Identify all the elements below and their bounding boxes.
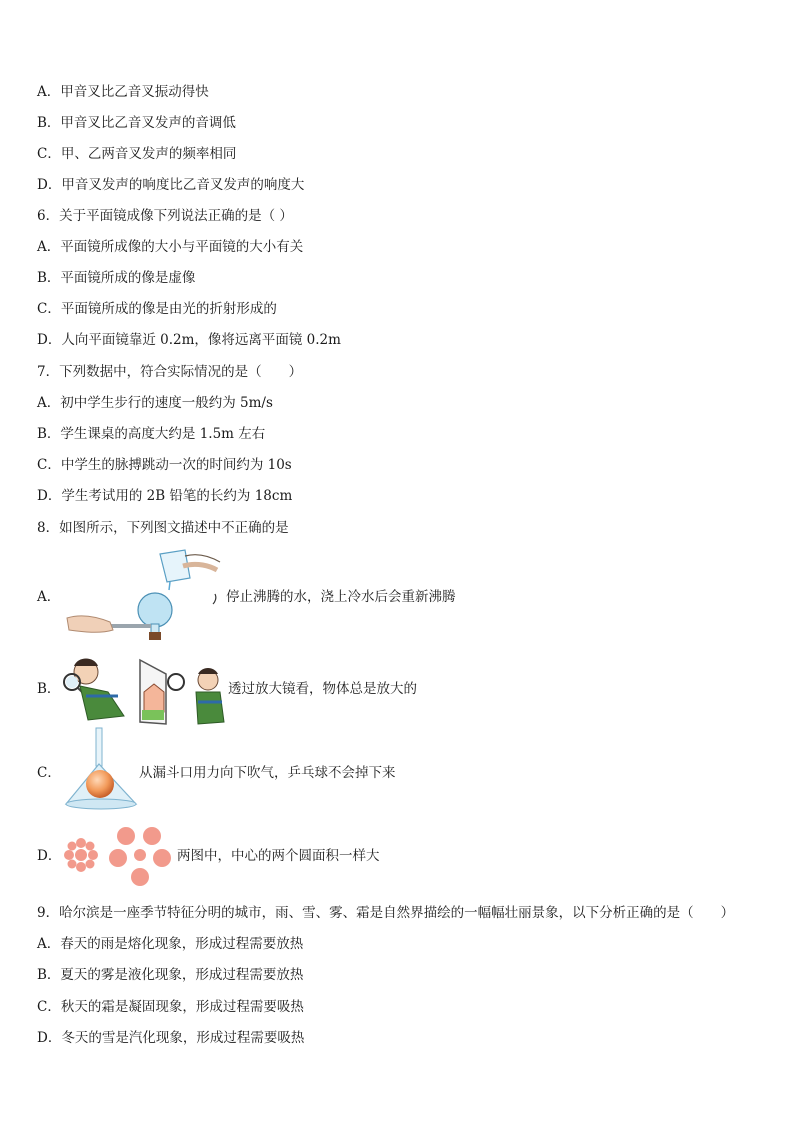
q7-option-d: D．学生考试用的 2B 铅笔的长约为 18cm (37, 488, 293, 504)
q8-option-c-caption: 从漏斗口用力向下吹气，乒乓球不会掉下来 (139, 765, 396, 781)
circles-illusion (60, 822, 176, 888)
q8-option-d-letter: D． (37, 848, 62, 864)
q5-option-c: C．甲、乙两音叉发声的频率相同 (37, 146, 237, 162)
q8-option-c-letter: C． (37, 765, 61, 781)
q6-option-a: A．平面镜所成像的大小与平面镜的大小有关 (37, 239, 304, 255)
magnifier-illustration (58, 652, 228, 732)
q8-option-b-caption: 透过放大镜看，物体总是放大的 (228, 681, 417, 697)
q9-option-c: C．秋天的霜是凝固现象，形成过程需要吸热 (37, 999, 304, 1015)
q8-option-a-letter: A． (37, 589, 61, 605)
funnel-illustration (62, 728, 142, 812)
q9-option-d: D．冬天的雪是汽化现象，形成过程需要吸热 (37, 1030, 305, 1046)
q5-option-a: A．甲音叉比乙音叉振动得快 (37, 84, 209, 100)
q6-option-b: B．平面镜所成的像是虚像 (37, 270, 196, 286)
q7-option-b: B．学生课桌的高度大约是 1.5m 左右 (37, 426, 266, 442)
q7-stem: 7．下列数据中，符合实际情况的是（ ） (37, 364, 303, 380)
q5-option-d: D．甲音叉发声的响度比乙音叉发声的响度大 (37, 177, 305, 193)
q9-option-b: B．夏天的雾是液化现象，形成过程需要放热 (37, 967, 304, 983)
q6-stem: 6．关于平面镜成像下列说法正确的是（ ） (37, 208, 293, 224)
q5-option-b: B．甲音叉比乙音叉发声的音调低 (37, 115, 236, 131)
q8-option-b-letter: B． (37, 681, 61, 697)
q7-option-c: C．中学生的脉搏跳动一次的时间约为 10s (37, 457, 292, 473)
q7-option-a: A．初中学生步行的速度一般约为 5m/s (37, 395, 273, 411)
q6-option-c: C．平面镜所成的像是由光的折射形成的 (37, 301, 277, 317)
q6-option-d: D．人向平面镜靠近 0.2m，像将远离平面镜 0.2m (37, 332, 341, 348)
flask-illustration (65, 548, 225, 643)
q9-stem: 9．哈尔滨是一座季节特征分明的城市，雨、雪、雾、霜是自然界描绘的一幅幅壮丽景象，以下分析正确的是（ ） (37, 905, 735, 921)
q8-option-a-caption: 停止沸腾的水，浇上冷水后会重新沸腾 (226, 589, 456, 605)
q8-option-d-caption: 两图中，中心的两个圆面积一样大 (177, 848, 380, 864)
q9-option-a: A．春天的雨是熔化现象，形成过程需要放热 (37, 936, 304, 952)
q8-stem: 8．如图所示，下列图文描述中不正确的是 (37, 520, 289, 536)
